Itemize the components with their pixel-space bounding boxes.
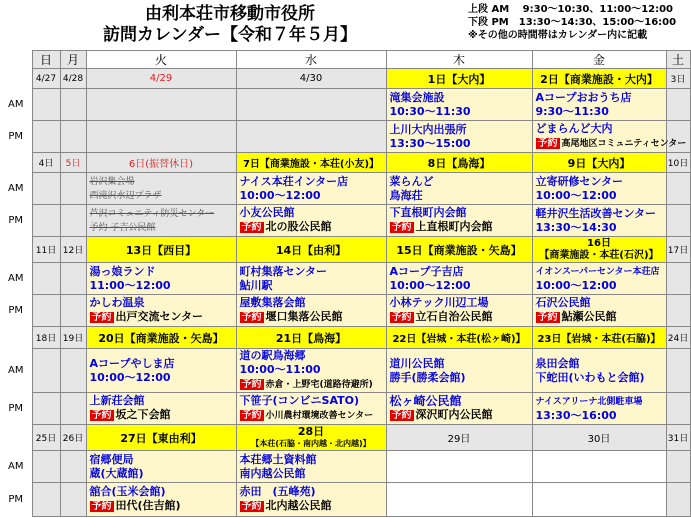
entry-line: 10:30～11:30 bbox=[389, 104, 471, 118]
week-2-date-row bbox=[0, 153, 690, 173]
cancelled-entry: 西滝沢水辺プラザ bbox=[89, 190, 162, 201]
entry-reserved: 深沢町内公民館 bbox=[415, 408, 493, 421]
cell-mon bbox=[60, 451, 86, 483]
date-sun: 4/27 bbox=[32, 69, 60, 89]
cell-sun bbox=[32, 121, 60, 153]
date-wed: 14日【由利】 bbox=[236, 237, 386, 263]
date-thu: 15日【商業施設・矢島】 bbox=[386, 237, 532, 263]
entry-line: 13:30～14:30 bbox=[535, 220, 617, 234]
pm-label: PM bbox=[8, 131, 24, 142]
date-wed: 28日 【本荘(石脇・南内越・北内越)】 bbox=[236, 425, 386, 451]
cell-tue bbox=[86, 349, 236, 393]
week-1-pm-row bbox=[0, 121, 690, 153]
weekday-header-row bbox=[0, 51, 690, 69]
entry-line: 道の駅鳥海郷 bbox=[239, 349, 306, 362]
weekday-thu: 木 bbox=[386, 51, 532, 69]
entry-line: 松ヶ崎公民館 bbox=[389, 394, 462, 408]
date-thu: 29日 bbox=[386, 425, 532, 451]
date-fri: 9日【大内】 bbox=[532, 153, 666, 173]
cell-thu bbox=[386, 121, 532, 153]
entry-line: 宿郷便局 bbox=[89, 452, 134, 466]
entry-line: 蔵(大蔵館) bbox=[89, 466, 144, 480]
date-fri: 2日【商業施設・大内】 bbox=[532, 69, 666, 89]
cell-mon bbox=[60, 121, 86, 153]
cell-sun bbox=[32, 483, 60, 517]
pm-label: PM bbox=[8, 305, 24, 316]
reservation-badge: 予約 bbox=[391, 222, 412, 233]
cell-sun bbox=[32, 89, 60, 121]
entry-line: 立寄研修センター bbox=[535, 174, 624, 188]
entry-line: 本荘郷土資料館 bbox=[239, 452, 317, 466]
entry-line: 小友公民館 bbox=[239, 206, 295, 219]
date-tue: 20日【商業施設・矢島】 bbox=[86, 327, 236, 349]
cell-fri bbox=[532, 451, 666, 483]
entry-line: 下笹子(コンビニSATO) bbox=[239, 394, 359, 407]
cell-mon bbox=[60, 173, 86, 205]
entry-line: 赤田 (五峰苑) bbox=[239, 485, 316, 498]
entry-line: 下直根町内会館 bbox=[389, 206, 467, 219]
weekday-mon: 月 bbox=[60, 51, 86, 69]
date-mon: 12日 bbox=[60, 237, 86, 263]
date-tue: 27日【東由利】 bbox=[86, 425, 236, 451]
cell-sun bbox=[32, 263, 60, 295]
entry-line: 10:00～11:00 bbox=[239, 363, 321, 376]
cancelled-entry: 岩沢集会場 bbox=[89, 176, 135, 187]
weekday-tue: 火 bbox=[86, 51, 236, 69]
date-sun: 4日 bbox=[32, 153, 60, 173]
cell-sun bbox=[32, 173, 60, 205]
cell-thu bbox=[386, 349, 532, 393]
cell-wed bbox=[236, 173, 386, 205]
weekday-sun: 日 bbox=[32, 51, 60, 69]
entry-reserved: 北の股公民館 bbox=[265, 220, 332, 233]
cell-sun bbox=[32, 205, 60, 237]
reservation-badge: 予約 bbox=[241, 312, 262, 323]
date-tue: 6日(振替休日) bbox=[86, 153, 236, 173]
cell-mon bbox=[60, 483, 86, 517]
cell-tue bbox=[86, 89, 236, 121]
entry-line: 10:00～12:00 bbox=[535, 278, 617, 292]
entry-line: どまらんど大内 bbox=[535, 122, 613, 135]
entry-reserved: 高尾地区コミュニティセンター bbox=[561, 139, 687, 149]
entry-line: Aコープ子吉店 bbox=[389, 264, 464, 278]
date-sun: 25日 bbox=[32, 425, 60, 451]
cell-mon bbox=[60, 349, 86, 393]
cell-tue bbox=[86, 393, 236, 425]
date-thu: 8日【鳥海】 bbox=[386, 153, 532, 173]
page-subtitle: 訪問カレンダー【令和７年５月】 bbox=[103, 25, 357, 45]
entry-line: 泉田会館 bbox=[535, 356, 580, 370]
entry-line: ナイスアリーナ北側駐車場 bbox=[535, 396, 643, 407]
weekday-wed: 水 bbox=[236, 51, 386, 69]
entry-line: 屋敷集落会館 bbox=[239, 296, 306, 309]
cell-sat bbox=[666, 89, 690, 121]
cell-sun bbox=[32, 295, 60, 327]
reservation-badge: 予約 bbox=[241, 410, 262, 421]
entry-line: 舘合(玉米会館) bbox=[89, 485, 166, 498]
pm-label: PM bbox=[8, 494, 24, 505]
reservation-badge: 予約 bbox=[537, 138, 558, 149]
week-5-date-row bbox=[0, 425, 690, 451]
entry-line: 菜らんど bbox=[389, 174, 434, 188]
pm-time-note: 下段 PM 13:30～14:30、15:00～16:00 bbox=[468, 17, 677, 28]
cell-thu bbox=[386, 393, 532, 425]
cell-thu bbox=[386, 173, 532, 205]
cell-tue bbox=[86, 451, 236, 483]
date-fri: 30日 bbox=[532, 425, 666, 451]
entry-reserved: 堰口集落公民館 bbox=[265, 310, 343, 323]
entry-line: かしわ温泉 bbox=[89, 296, 145, 309]
cell-wed bbox=[236, 121, 386, 153]
entry-line: 上新荘会館 bbox=[89, 394, 145, 407]
entry-line: 町村集落センター bbox=[239, 264, 328, 278]
date-sat: 3日 bbox=[666, 69, 690, 89]
label-cell bbox=[0, 237, 32, 263]
week-2-pm-row bbox=[0, 205, 690, 237]
entry-line: 10:00～12:00 bbox=[89, 370, 171, 384]
cell-mon bbox=[60, 205, 86, 237]
pm-label: PM bbox=[8, 215, 24, 226]
label-cell bbox=[0, 425, 32, 451]
cell-sat bbox=[666, 263, 690, 295]
entry-line: 軽井沢生活改善センター bbox=[535, 206, 657, 220]
entry-line: 11:00～12:00 bbox=[89, 278, 171, 292]
am-label: AM bbox=[8, 365, 24, 376]
entry-line: 小林テック川辺工場 bbox=[389, 296, 489, 309]
date-tue: 4/29 bbox=[86, 69, 236, 89]
cell-sat bbox=[666, 295, 690, 327]
cell-tue bbox=[86, 205, 236, 237]
entry-line: 9:30～11:30 bbox=[535, 104, 609, 118]
cell-thu bbox=[386, 205, 532, 237]
entry-line: 13:30～16:00 bbox=[535, 408, 617, 422]
cell-tue bbox=[86, 483, 236, 517]
cell-sat bbox=[666, 451, 690, 483]
week-1-am-row bbox=[0, 89, 690, 121]
cell-fri bbox=[532, 263, 666, 295]
calendar-table bbox=[0, 50, 691, 517]
cell-wed bbox=[236, 263, 386, 295]
reservation-badge: 予約 bbox=[91, 501, 112, 512]
label-cell bbox=[0, 153, 32, 173]
entry-line: 下蛇田(いわもと会館) bbox=[535, 370, 645, 384]
entry-line: 10:00～12:00 bbox=[239, 188, 321, 202]
cell-mon bbox=[60, 393, 86, 425]
cell-wed bbox=[236, 451, 386, 483]
cell-thu bbox=[386, 89, 532, 121]
cell-wed bbox=[236, 349, 386, 393]
week-1-date-row bbox=[0, 69, 690, 89]
entry-line: 10:00～12:00 bbox=[389, 278, 471, 292]
week-4-date-row bbox=[0, 327, 690, 349]
date-mon: 4/28 bbox=[60, 69, 86, 89]
entry-line: 石沢公民館 bbox=[535, 296, 591, 309]
reservation-badge: 予約 bbox=[391, 312, 412, 323]
cell-sun bbox=[32, 393, 60, 425]
date-mon: 5日 bbox=[60, 153, 86, 173]
cell-sat bbox=[666, 483, 690, 517]
cell-sat bbox=[666, 173, 690, 205]
entry-reserved: 上直根町内会館 bbox=[415, 220, 493, 233]
cell-fri bbox=[532, 349, 666, 393]
date-thu: 1日【大内】 bbox=[386, 69, 532, 89]
entry-reserved: 鮎瀬公民館 bbox=[561, 310, 617, 323]
cell-thu bbox=[386, 451, 532, 483]
cell-wed bbox=[236, 295, 386, 327]
week-3-am-row bbox=[0, 263, 690, 295]
cell-sun bbox=[32, 451, 60, 483]
date-wed: 21日【鳥海】 bbox=[236, 327, 386, 349]
label-cell bbox=[0, 327, 32, 349]
reservation-badge: 予約 bbox=[391, 410, 412, 421]
cell-wed bbox=[236, 89, 386, 121]
date-mon: 19日 bbox=[60, 327, 86, 349]
cell-tue bbox=[86, 295, 236, 327]
entry-line: 鳥海荘 bbox=[389, 188, 423, 202]
week-2-am-row bbox=[0, 173, 690, 205]
cell-fri bbox=[532, 173, 666, 205]
cell-sat bbox=[666, 205, 690, 237]
entry-reserved: 北内越公民館 bbox=[265, 499, 332, 512]
am-label: AM bbox=[8, 461, 24, 472]
cell-fri bbox=[532, 483, 666, 517]
cell-thu bbox=[386, 483, 532, 517]
date-fri: 16日 【商業施設・本荘(石沢)】 bbox=[532, 237, 666, 263]
pm-label: PM bbox=[8, 403, 24, 414]
cell-tue bbox=[86, 173, 236, 205]
entry-reserved: 小川農村環境改善センター bbox=[265, 411, 374, 421]
reservation-badge: 予約 bbox=[537, 312, 558, 323]
label-cell bbox=[0, 69, 32, 89]
reservation-badge: 予約 bbox=[241, 379, 262, 390]
cell-sat bbox=[666, 349, 690, 393]
entry-line: 滝集会施設 bbox=[389, 90, 445, 104]
entry-reserved: 田代(住吉館) bbox=[115, 499, 181, 512]
cell-tue bbox=[86, 263, 236, 295]
week-3-date-row bbox=[0, 237, 690, 263]
reservation-badge: 予約 bbox=[241, 501, 262, 512]
entry-line: 南内越公民館 bbox=[239, 466, 306, 480]
entry-line: 道川公民館 bbox=[389, 356, 445, 370]
cancelled-entry: 予約 子吉公民館 bbox=[89, 222, 156, 233]
date-wed: 4/30 bbox=[236, 69, 386, 89]
entry-line: 勝手(勝柔会館) bbox=[389, 370, 466, 384]
date-wed: 7日【商業施設・本荘(小友)】 bbox=[236, 153, 386, 173]
entry-reserved: 出戸交流センター bbox=[115, 310, 204, 323]
weekday-sat: 土 bbox=[666, 51, 690, 69]
reservation-badge: 予約 bbox=[91, 410, 112, 421]
cell-fri bbox=[532, 393, 666, 425]
cell-mon bbox=[60, 295, 86, 327]
cell-fri bbox=[532, 295, 666, 327]
date-tue: 13日【西目】 bbox=[86, 237, 236, 263]
entry-reserved: 立石自治公民館 bbox=[415, 310, 493, 323]
reservation-badge: 予約 bbox=[241, 222, 262, 233]
date-sat: 24日 bbox=[666, 327, 690, 349]
page-title: 由利本荘市移動市役所 bbox=[145, 4, 315, 24]
cell-mon bbox=[60, 263, 86, 295]
date-thu: 22日【岩城・本荘(松ヶ崎)】 bbox=[386, 327, 532, 349]
date-sun: 11日 bbox=[32, 237, 60, 263]
cell-wed bbox=[236, 205, 386, 237]
week-5-pm-row bbox=[0, 483, 690, 517]
date-fri: 23日【岩城・本荘(石脇)】 bbox=[532, 327, 666, 349]
cell-fri bbox=[532, 121, 687, 153]
am-label: AM bbox=[8, 273, 24, 284]
cell-wed bbox=[236, 393, 386, 425]
cell-wed bbox=[236, 483, 386, 517]
header bbox=[0, 0, 690, 50]
date-sat: 17日 bbox=[666, 237, 690, 263]
corner-cell bbox=[0, 51, 32, 69]
cancelled-entry: 芦沢コミュニティ防災センター bbox=[89, 208, 215, 219]
entry-line: イオンスーパーセンター本荘店 bbox=[535, 266, 660, 277]
entry-line: Aコープおおうち店 bbox=[535, 90, 632, 104]
am-label: AM bbox=[8, 99, 24, 110]
cell-mon bbox=[60, 89, 86, 121]
week-3-pm-row bbox=[0, 295, 690, 327]
cell-thu bbox=[386, 263, 532, 295]
other-time-note: ※その他の時間帯はカレンダー内に記載 bbox=[468, 30, 648, 41]
date-sat: 31日 bbox=[666, 425, 690, 451]
week-4-pm-row bbox=[0, 393, 690, 425]
week-4-am-row bbox=[0, 349, 690, 393]
date-mon: 26日 bbox=[60, 425, 86, 451]
entry-reserved: 坂之下会館 bbox=[115, 408, 171, 421]
week-5-am-row bbox=[0, 451, 690, 483]
entry-line: Aコープやしま店 bbox=[89, 356, 175, 370]
entry-line: 上川大内出張所 bbox=[389, 122, 467, 136]
cell-fri bbox=[532, 205, 666, 237]
cell-fri bbox=[532, 89, 666, 121]
am-time-note: 上段 AM 9:30～10:30、11:00～12:00 bbox=[468, 4, 674, 15]
entry-line: 13:30～15:00 bbox=[389, 136, 471, 150]
date-sat: 10日 bbox=[666, 153, 690, 173]
cell-sat bbox=[666, 393, 690, 425]
reservation-badge: 予約 bbox=[91, 312, 112, 323]
entry-reserved: 赤倉・上野宅(道路待避所) bbox=[265, 380, 373, 390]
cell-thu bbox=[386, 295, 532, 327]
am-label: AM bbox=[8, 183, 24, 194]
entry-line: ナイス本荘インター店 bbox=[239, 174, 349, 188]
entry-line: 10:00～12:00 bbox=[535, 188, 617, 202]
entry-line: 湯っ娘ランド bbox=[89, 264, 156, 278]
cell-tue bbox=[86, 121, 236, 153]
cell-sun bbox=[32, 349, 60, 393]
date-sun: 18日 bbox=[32, 327, 60, 349]
weekday-fri: 金 bbox=[532, 51, 666, 69]
entry-line: 鮎川駅 bbox=[239, 278, 273, 292]
